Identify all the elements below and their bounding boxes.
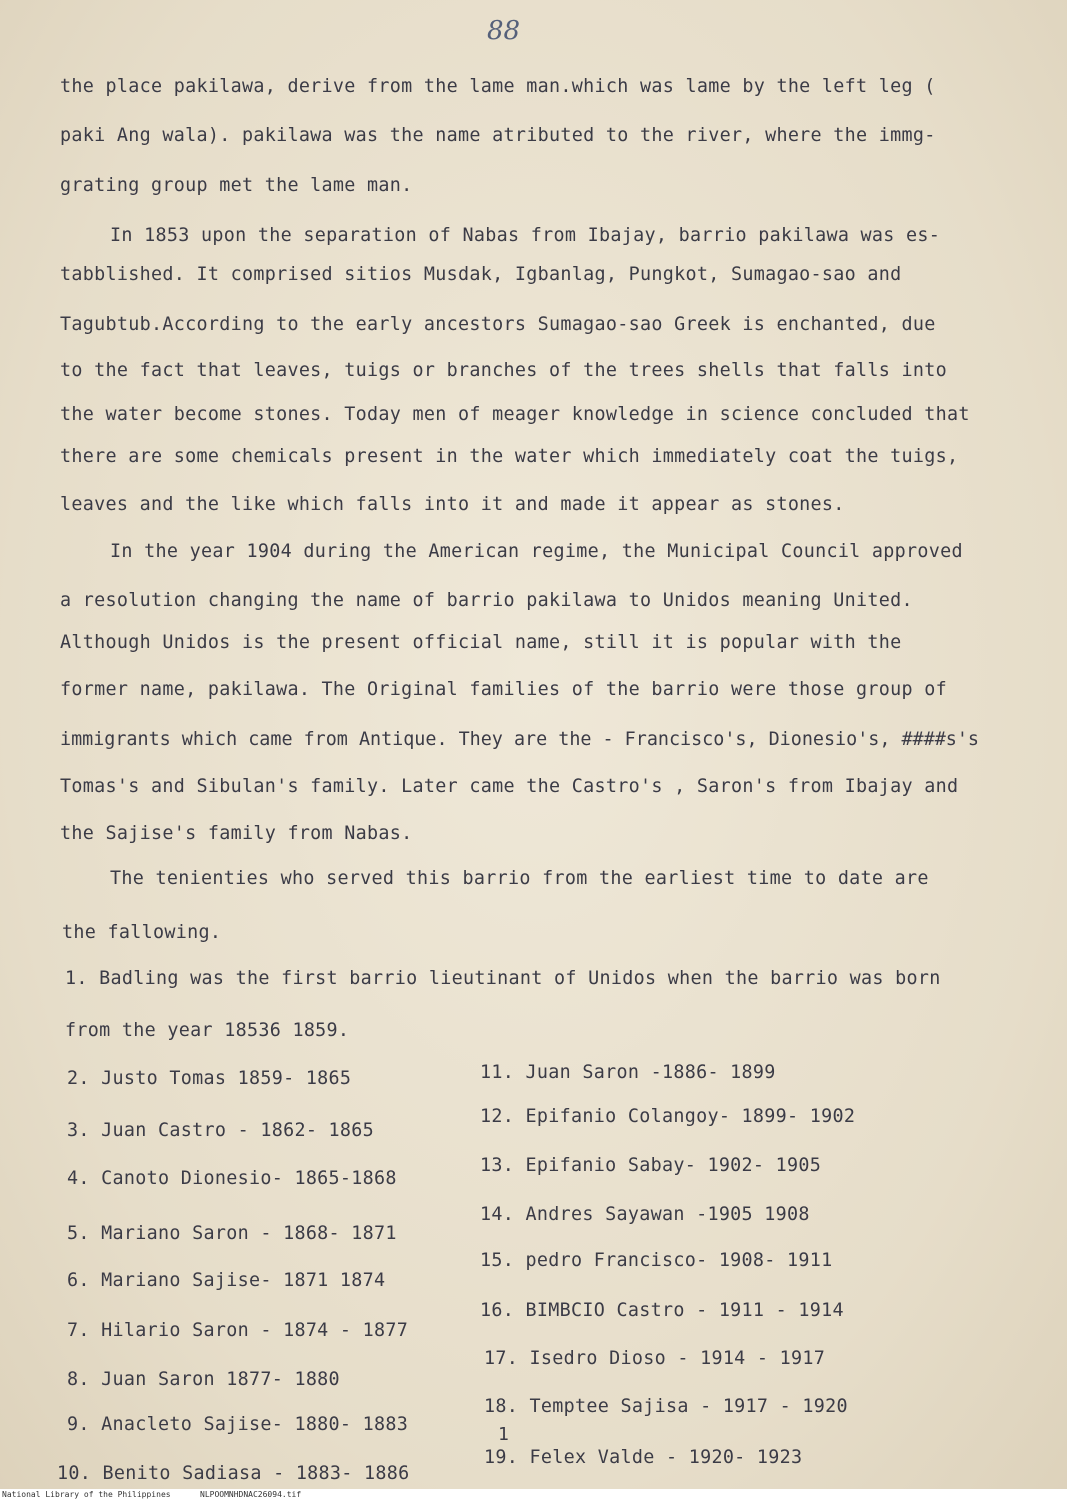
list-item: 12. Epifanio Colangoy- 1899- 1902 [480,1106,856,1127]
list-item: 17. Isedro Dioso - 1914 - 1917 [484,1348,826,1369]
list-item: 18. Temptee Sajisa - 1917 - 1920 [484,1396,848,1417]
page-number: 88 [487,16,521,46]
text-line: to the fact that leaves, tuigs or branches of the trees shells that falls into [60,360,948,381]
list-item: 7. Hilario Saron - 1874 - 1877 [67,1320,409,1341]
text-line: the place pakilawa, derive from the lame man.which was lame by the left leg ( [60,76,936,97]
list-item: 15. pedro Francisco- 1908- 1911 [480,1250,833,1271]
list-item: 3. Juan Castro - 1862- 1865 [67,1120,375,1141]
list-item: 19. Felex Valde - 1920- 1923 [484,1447,803,1468]
text-line: In 1853 upon the separation of Nabas from Ibajay, barrio pakilawa was es- [110,225,941,246]
scan-footer [0,1489,1067,1500]
text-line: Tomas's and Sibulan's family. Later came the Castro's , Saron's from Ibajay and [60,776,959,797]
list-item: 8. Juan Saron 1877- 1880 [67,1369,340,1390]
text-line: from the year 18536 1859. [65,1020,350,1041]
stray-mark: 1 [498,1424,509,1445]
list-item: 16. BIMBCIO Castro - 1911 - 1914 [480,1300,844,1321]
list-item: 2. Justo Tomas 1859- 1865 [67,1068,352,1089]
text-line: grating group met the lame man. [60,175,413,196]
footer-library: National Library of the Philippines [2,1490,171,1499]
list-item: 4. Canoto Dionesio- 1865-1868 [67,1168,397,1189]
text-line: the fallowing. [62,922,222,943]
text-line: In the year 1904 during the American regime, the Municipal Council approved [110,541,963,562]
list-item: 6. Mariano Sajise- 1871 1874 [67,1270,386,1291]
text-line: Although Unidos is the present official name, still it is popular with the [60,632,902,653]
list-item: 10. Benito Sadiasa - 1883- 1886 [57,1463,410,1484]
list-item: 5. Mariano Saron - 1868- 1871 [67,1223,397,1244]
text-line: leaves and the like which falls into it and made it appear as stones. [60,494,845,515]
text-line: former name, pakilawa. The Original families of the barrio were those group of [60,679,948,700]
list-item: 14. Andres Sayawan -1905 1908 [480,1204,810,1225]
text-line: there are some chemicals present in the water which immediately coat the tuigs, [60,446,959,467]
text-line: a resolution changing the name of barrio pakilawa to Unidos meaning United. [60,590,913,611]
footer-file-id: NLPOOMNHDNAC26094.tif [200,1490,302,1499]
list-item: 9. Anacleto Sajise- 1880- 1883 [67,1414,409,1435]
list-item: 11. Juan Saron -1886- 1899 [480,1062,776,1083]
text-line: tabblished. It comprised sitios Musdak, Igbanlag, Pungkot, Sumagao-sao and [60,264,902,285]
text-line: the water become stones. Today men of meager knowledge in science concluded that [60,404,970,425]
text-line: The tenienties who served this barrio from the earliest time to date are [110,868,929,889]
list-item: 13. Epifanio Sabay- 1902- 1905 [480,1155,822,1176]
text-line: 1. Badling was the first barrio lieutinant of Unidos when the barrio was born [65,968,941,989]
text-line: the Sajise's family from Nabas. [60,823,413,844]
text-line: paki Ang wala). pakilawa was the name atributed to the river, where the immg- [60,125,936,146]
text-line: immigrants which came from Antique. They are the - Francisco's, Dionesio's, ####s's [60,729,979,750]
text-line: Tagubtub.According to the early ancestors Sumagao-sao Greek is enchanted, due [60,314,936,335]
